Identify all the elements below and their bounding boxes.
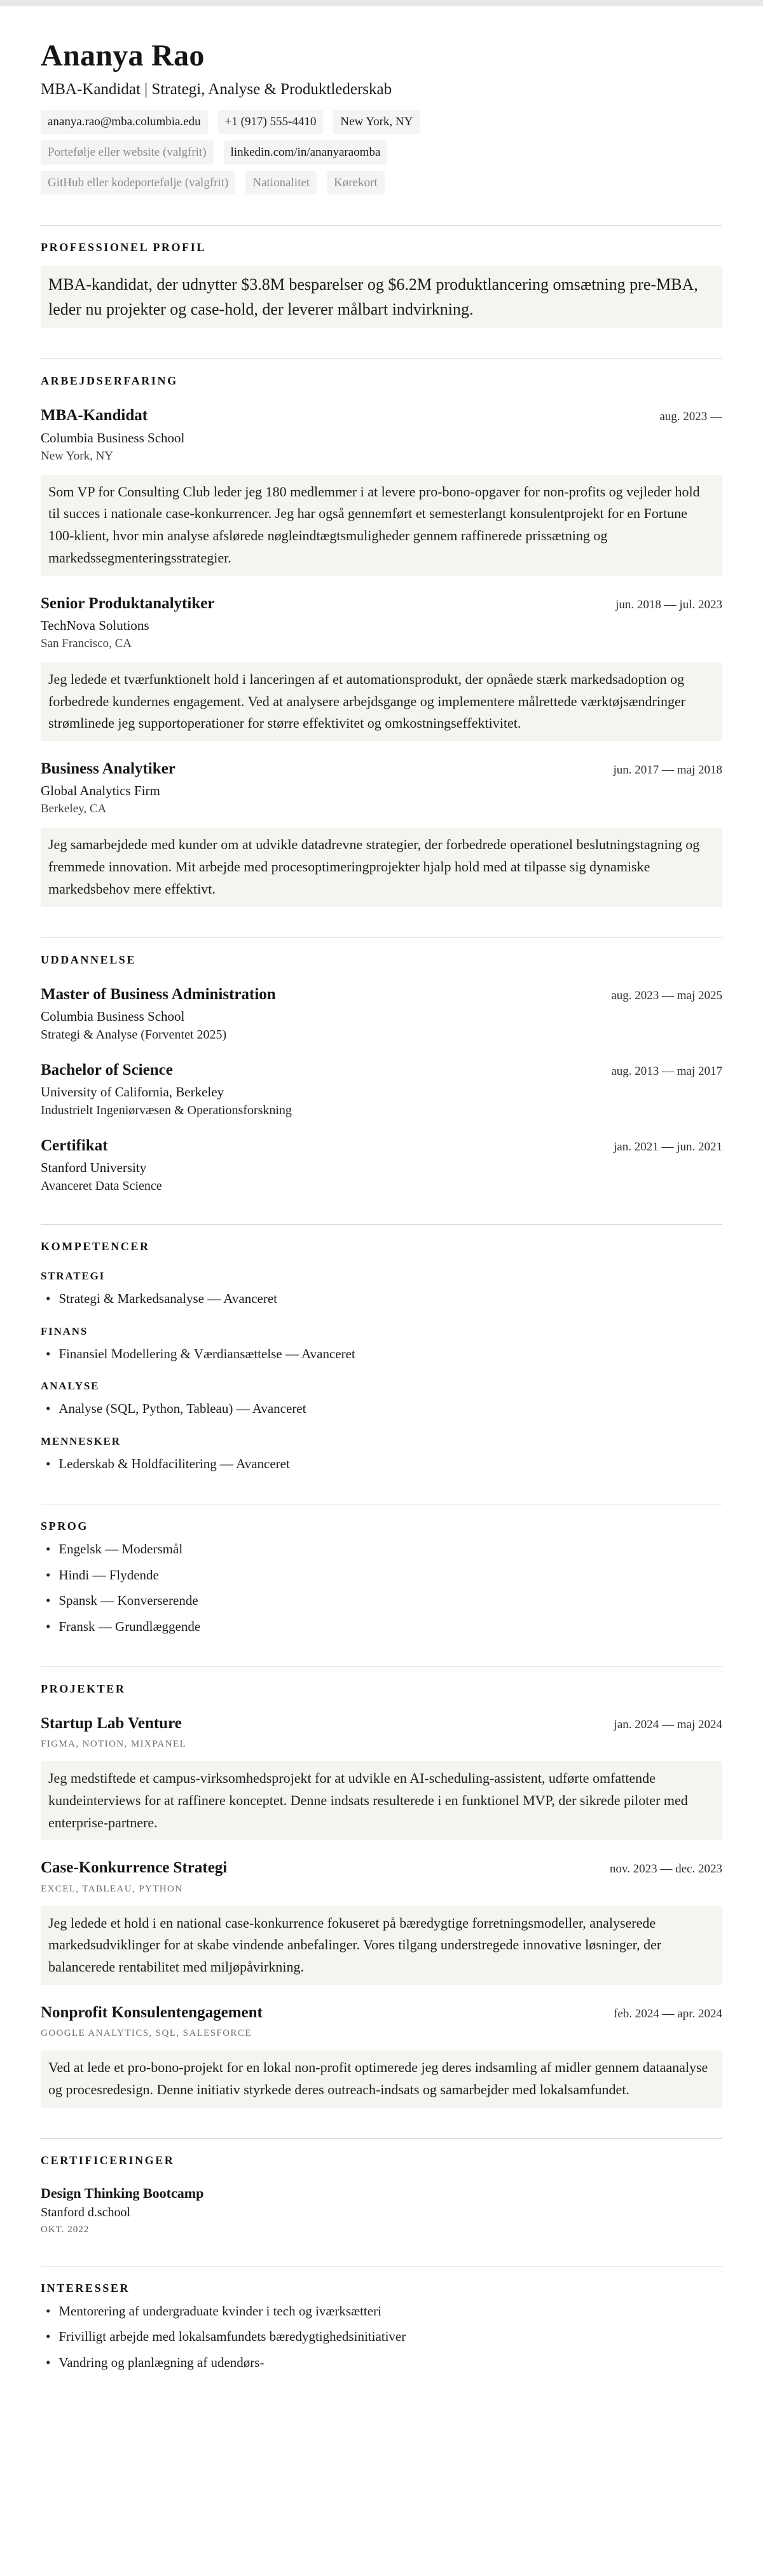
candidate-tagline[interactable]: MBA-Kandidat | Strategi, Analyse & Produktlederskab	[41, 81, 392, 99]
section-languages	[41, 1504, 722, 1636]
skill-item-text: Finansiel Modellering & Værdiansættelse — Avanceret	[58, 1346, 355, 1361]
interest-item[interactable]	[41, 2327, 722, 2346]
language-list	[41, 1539, 722, 1636]
entry-title-row	[41, 1060, 722, 1080]
github-field[interactable]: GitHub eller kodeportefølje (valgfrit)	[41, 171, 235, 195]
bullet-icon: •	[46, 2354, 51, 2370]
bullet-icon: •	[46, 1455, 51, 1471]
job-description[interactable]: Jeg samarbejdede med kunder om at udvikle datadrevne strategier, der forbedrede operationel beslutningstagning og fremmede innovation. Mit arbejde med procesoptimeringprojekter hjalp hold med at tilpasse sig dynamiske markedsbehov mere effektivt.	[41, 828, 722, 906]
project-dates[interactable]: feb. 2024 — apr. 2024	[614, 2007, 722, 2021]
job-dates[interactable]: jun. 2017 — maj 2018	[613, 763, 722, 777]
experience-entry	[41, 594, 722, 742]
certification-entry	[41, 2185, 722, 2235]
bullet-icon: •	[46, 1593, 51, 1609]
bullet-icon: •	[46, 1541, 51, 1557]
linkedin-field[interactable]: linkedin.com/in/ananyaraomba	[224, 140, 388, 165]
resume-document	[0, 6, 763, 2372]
skill-item-text: Analyse (SQL, Python, Tableau) — Avanceret	[58, 1401, 306, 1417]
section-interests	[41, 2266, 722, 2372]
page-top-strip	[0, 0, 763, 6]
entry-title-row	[41, 985, 722, 1004]
project-entry	[41, 1858, 722, 1985]
skill-category-label: STRATEGI	[41, 1270, 106, 1283]
job-description[interactable]: Jeg ledede et tværfunktionelt hold i lanceringen af et automationsprodukt, der opnåede stærk markedsadoption og forbedrede kundernes engagement. Ved at analysere arbejdsgange og implementere målrettede værktøjsændringer strømlinede jeg supportoperationer for større effektivitet og omkostningseffektivitet.	[41, 662, 722, 741]
section-heading-education: UDDANNELSE	[41, 953, 137, 966]
contact-row-2	[41, 140, 722, 165]
section-heading-projects: PROJEKTER	[41, 1682, 126, 1695]
certification-title[interactable]: Design Thinking Bootcamp	[41, 2184, 204, 2201]
section-certifications	[41, 2138, 722, 2235]
entry-title-row	[41, 405, 722, 425]
nationality-field[interactable]: Nationalitet	[245, 171, 317, 195]
interest-item-text: Frivilligt arbejde med lokalsamfundets bæredygtighedsinitiativer	[58, 2329, 406, 2345]
location-field[interactable]: New York, NY	[333, 110, 420, 134]
education-dates[interactable]: aug. 2023 — maj 2025	[611, 988, 722, 1002]
job-dates[interactable]: jun. 2018 — jul. 2023	[615, 597, 722, 611]
entry-title-row	[41, 1858, 722, 1877]
project-tools[interactable]: FIGMA, NOTION, MIXPANEL	[41, 1739, 187, 1750]
section-heading-certifications: CERTIFICERINGER	[41, 2153, 175, 2167]
bullet-icon: •	[46, 1291, 51, 1307]
section-heading-languages: SPROG	[41, 1520, 89, 1533]
entry-title-row	[41, 759, 722, 779]
section-divider	[41, 1224, 722, 1225]
project-description[interactable]: Jeg medstiftede et campus-virksomhedsprojekt for at udvikle en AI-scheduling-assistent, udførte omfattende kundeinterviews for at raffinere konceptet. Denne indsats resulterede i en funktionel MVP, der sikrede piloter med enterprise-partnere.	[41, 1761, 722, 1840]
section-divider	[41, 937, 722, 938]
skill-category-label: MENNESKER	[41, 1435, 121, 1447]
section-divider	[41, 225, 722, 226]
bullet-icon: •	[46, 1401, 51, 1417]
skill-item[interactable]	[41, 1344, 722, 1363]
section-heading-profile: PROFESSIONEL PROFIL	[41, 241, 206, 254]
skill-item-text: Strategi & Markedsanalyse — Avanceret	[58, 1291, 278, 1307]
skill-group-finance	[41, 1325, 722, 1363]
skill-item[interactable]	[41, 1399, 722, 1418]
skill-group-analytics	[41, 1380, 722, 1418]
section-divider	[41, 2138, 722, 2139]
job-dates[interactable]: aug. 2023 —	[659, 410, 722, 424]
bullet-icon: •	[46, 2329, 51, 2345]
project-tools[interactable]: EXCEL, TABLEAU, PYTHON	[41, 1883, 183, 1894]
skill-item[interactable]	[41, 1289, 722, 1308]
job-location[interactable]: Berkeley, CA	[41, 802, 107, 816]
drivers-license-field[interactable]: Kørekort	[327, 171, 385, 195]
resume-header	[41, 38, 722, 194]
skill-group-strategy	[41, 1270, 722, 1308]
certification-date[interactable]: OKT. 2022	[41, 2224, 90, 2235]
job-location[interactable]: San Francisco, CA	[41, 636, 132, 650]
language-item-text: Fransk — Grundlæggende	[58, 1618, 201, 1634]
degree-title[interactable]: Certifikat	[41, 1137, 108, 1155]
project-entry	[41, 2003, 722, 2108]
entry-title-row	[41, 1714, 722, 1733]
entry-title-row	[41, 594, 722, 613]
skill-group-people	[41, 1435, 722, 1473]
bullet-icon: •	[46, 1618, 51, 1634]
section-heading-interests: INTERESSER	[41, 2281, 130, 2294]
project-dates[interactable]: nov. 2023 — dec. 2023	[609, 1862, 722, 1876]
section-divider	[41, 358, 722, 359]
language-item-text: Engelsk — Modersmål	[58, 1541, 183, 1557]
entry-title-row	[41, 2003, 722, 2022]
bullet-icon: •	[46, 1346, 51, 1361]
section-heading-skills: KOMPETENCER	[41, 1240, 150, 1253]
project-title[interactable]: Startup Lab Venture	[41, 1714, 182, 1732]
education-detail[interactable]: Strategi & Analyse (Forventet 2025)	[41, 1027, 227, 1042]
job-title[interactable]: Senior Produktanalytiker	[41, 594, 215, 612]
language-item-text: Hindi — Flydende	[58, 1567, 159, 1583]
school-name[interactable]: Columbia Business School	[41, 1008, 185, 1024]
skill-item-text: Lederskab & Holdfacilitering — Avanceret	[58, 1455, 290, 1471]
language-item[interactable]	[41, 1539, 722, 1558]
job-title[interactable]: Business Analytiker	[41, 760, 175, 778]
project-tools[interactable]: GOOGLE ANALYTICS, SQL, SALESFORCE	[41, 2028, 252, 2039]
language-item[interactable]	[41, 1565, 722, 1584]
education-detail[interactable]: Avanceret Data Science	[41, 1179, 162, 1194]
phone-field[interactable]: +1 (917) 555-4410	[218, 110, 324, 134]
section-professional-profile	[41, 225, 722, 328]
section-skills	[41, 1224, 722, 1473]
entry-title-row	[41, 1136, 722, 1155]
candidate-name[interactable]: Ananya Rao	[41, 39, 205, 72]
project-description[interactable]: Jeg ledede et hold i en national case-konkurrence fokuseret på bæredygtige forretningsmodeller, analyserede markedsudviklinger for at skabe vindende anbefalinger. Vores tilgang understregede innovative løsninger, der balancerede rentabilitet med miljøpåvirkning.	[41, 1906, 722, 1985]
language-item-text: Spansk — Konverserende	[58, 1593, 198, 1609]
interest-item-text: Mentorering af undergraduate kvinder i tech og iværksætteri	[58, 2303, 382, 2319]
language-item[interactable]	[41, 1617, 722, 1636]
project-title[interactable]: Case-Konkurrence Strategi	[41, 1859, 228, 1877]
education-entry	[41, 985, 722, 1042]
bullet-icon: •	[46, 1567, 51, 1583]
education-dates[interactable]: jan. 2021 — jun. 2021	[614, 1140, 722, 1154]
experience-entry	[41, 405, 722, 575]
company-name[interactable]: Columbia Business School	[41, 430, 185, 446]
interest-item-text: Vandring og planlægning af udendørs-	[58, 2354, 265, 2370]
contact-info	[41, 110, 722, 194]
skill-category-label: ANALYSE	[41, 1380, 100, 1393]
website-field[interactable]: Portefølje eller website (valgfrit)	[41, 140, 214, 165]
project-dates[interactable]: jan. 2024 — maj 2024	[614, 1717, 722, 1731]
profile-summary[interactable]: MBA-kandidat, der udnytter $3.8M besparelser og $6.2M produktlancering omsætning pre-MBA, leder nu projekter og case-hold, der leverer målbart indvirkning.	[41, 266, 722, 328]
project-description[interactable]: Ved at lede et pro-bono-projekt for en lokal non-profit optimerede jeg deres indsamling af midler gennem dataanalyse og procesredesign. Denne initiativ styrkede deres outreach-indsats og samarbejder med lokalsamfundet.	[41, 2050, 722, 2108]
interest-list	[41, 2301, 722, 2372]
job-location[interactable]: New York, NY	[41, 449, 114, 463]
skill-category-label: FINANS	[41, 1325, 88, 1337]
education-detail[interactable]: Industrielt Ingeniørvæsen & Operationsforskning	[41, 1103, 292, 1118]
experience-entry	[41, 759, 722, 907]
project-title[interactable]: Nonprofit Konsulentengagement	[41, 2003, 263, 2021]
section-divider	[41, 1666, 722, 1667]
degree-title[interactable]: Bachelor of Science	[41, 1061, 173, 1079]
education-entry	[41, 1136, 722, 1194]
project-entry	[41, 1714, 722, 1841]
skill-item[interactable]	[41, 1454, 722, 1473]
email-field[interactable]: ananya.rao@mba.columbia.edu	[41, 110, 208, 134]
section-heading-experience: ARBEJDSERFARING	[41, 374, 178, 388]
interest-item[interactable]	[41, 2301, 722, 2320]
school-name[interactable]: Stanford University	[41, 1160, 147, 1176]
school-name[interactable]: University of California, Berkeley	[41, 1084, 224, 1100]
section-projects	[41, 1666, 722, 2108]
degree-title[interactable]: Master of Business Administration	[41, 985, 276, 1003]
interest-item[interactable]	[41, 2353, 722, 2372]
language-item[interactable]	[41, 1591, 722, 1610]
company-name[interactable]: Global Analytics Firm	[41, 783, 160, 799]
section-education	[41, 937, 722, 1194]
job-title[interactable]: MBA-Kandidat	[41, 407, 148, 425]
company-name[interactable]: TechNova Solutions	[41, 617, 149, 633]
job-description[interactable]: Som VP for Consulting Club leder jeg 180 medlemmer i at levere pro-bono-opgaver for non-profits og vejleder hold til succes i nationale case-konkurrencer. Jeg har også gennemført et semesterlangt konsulentprojekt for en Fortune 100-klient, hvor min analyse afslørede nøgleindtægtsmuligheder gennem raffinerede prissætning og markedssegmenteringsstrategier.	[41, 475, 722, 576]
education-dates[interactable]: aug. 2013 — maj 2017	[611, 1064, 722, 1078]
contact-row-3	[41, 171, 722, 195]
bullet-icon: •	[46, 2303, 51, 2319]
certification-issuer[interactable]: Stanford d.school	[41, 2205, 131, 2219]
section-experience	[41, 358, 722, 906]
contact-row-1	[41, 110, 722, 134]
education-entry	[41, 1060, 722, 1118]
